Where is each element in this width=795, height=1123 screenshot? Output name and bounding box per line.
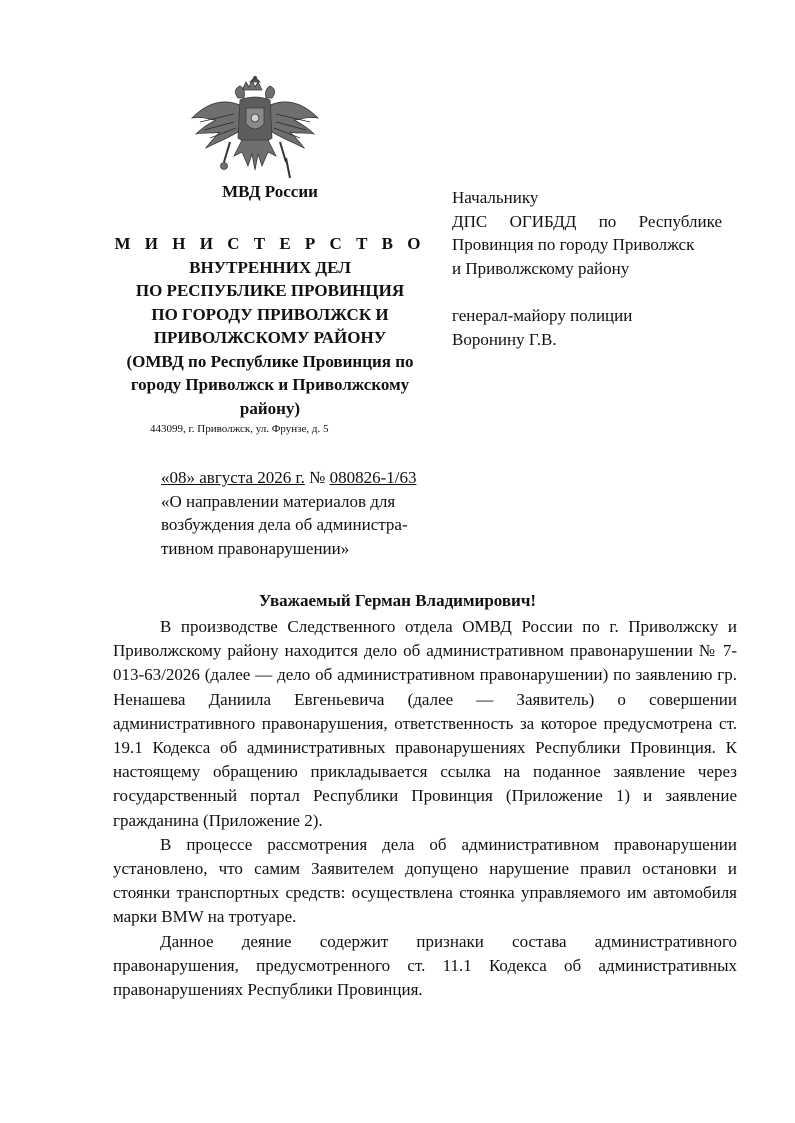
letter-number: 080826-1/63 xyxy=(329,468,417,487)
ministry-line: (ОМВД по Республике Провинция по xyxy=(126,351,414,371)
recipient-line: Провинция по городу Приволжск xyxy=(452,235,695,254)
subject-line: «О направлении материалов для xyxy=(161,491,396,511)
subject-line: тивном правонарушении» xyxy=(161,538,350,558)
ministry-line: району) xyxy=(239,398,301,418)
ministry-title: М И Н И С Т Е Р С Т В О xyxy=(114,234,426,253)
ministry-line: ПО РЕСПУБЛИКЕ ПРОВИНЦИЯ xyxy=(135,281,405,300)
recipient-line: Начальнику xyxy=(452,188,539,207)
letter-body xyxy=(113,615,737,1002)
body-paragraph: Данное деяние содержит признаки состава административного правонарушения, предусмотренного ст. 11.1 Кодекса об административных правонарушениях Республики Провинция. xyxy=(113,931,737,1000)
ministry-line: ПО ГОРОДУ ПРИВОЛЖСК И xyxy=(151,304,389,324)
recipient-name: Воронину Г.В. xyxy=(452,329,557,349)
reference-line xyxy=(161,466,451,490)
ministry-line: городу Приволжск и Приволжскому xyxy=(130,375,410,394)
ministry-full-name xyxy=(110,232,430,420)
letter-date: «08» августа 2026 г. xyxy=(161,468,305,487)
org-short-name: МВД России xyxy=(222,182,318,201)
recipient-rank: генерал-майору полиции xyxy=(452,306,633,325)
double-headed-eagle-emblem-icon xyxy=(190,76,320,180)
recipient-line: и Приволжскому району xyxy=(452,258,630,278)
greeting: Уважаемый Герман Владимирович! xyxy=(258,591,537,610)
ministry-line: ВНУТРЕННИХ ДЕЛ xyxy=(189,257,351,277)
ministry-line: ПРИВОЛЖСКОМУ РАЙОНУ xyxy=(153,328,387,347)
recipient-line: ДПС ОГИБДД по Республике xyxy=(452,211,722,231)
subject-line: возбуждения дела об администра- xyxy=(161,515,408,534)
number-sign: № xyxy=(309,468,326,487)
reference-block xyxy=(161,466,451,560)
sender-address: 443099, г. Приволжск, ул. Фрунзе, д. 5 xyxy=(150,423,329,435)
sender-header xyxy=(110,180,430,435)
body-paragraph: В производстве Следственного отдела ОМВД России по г. Приволжску и Приволжскому району находится дело об административном правонарушении № 7-013-63/2026 (далее — дело об административном правонарушении) по заявлению гр. Ненашева Даниила Евгеньевича (далее — Заявитель) о совершении административного правонарушения, ответственность за которое предусмотрена ст. 19.1 Кодекса об административных правонарушениях Республики Провинция. К настоящему обращению прикладывается ссылка на поданное заявление через государственный портал Республики Провинция (Приложение 1) и заявление гражданина (Приложение 2). xyxy=(113,617,737,830)
recipient-block xyxy=(452,186,722,351)
body-paragraph: В процессе рассмотрения дела об административном правонарушении установлено, что самим Заявителем допущено нарушение правил остановки и стоянки транспортных средств: осуществлена стоянка управляемого им автомобиля марки BMW на тротуаре. xyxy=(113,834,737,927)
